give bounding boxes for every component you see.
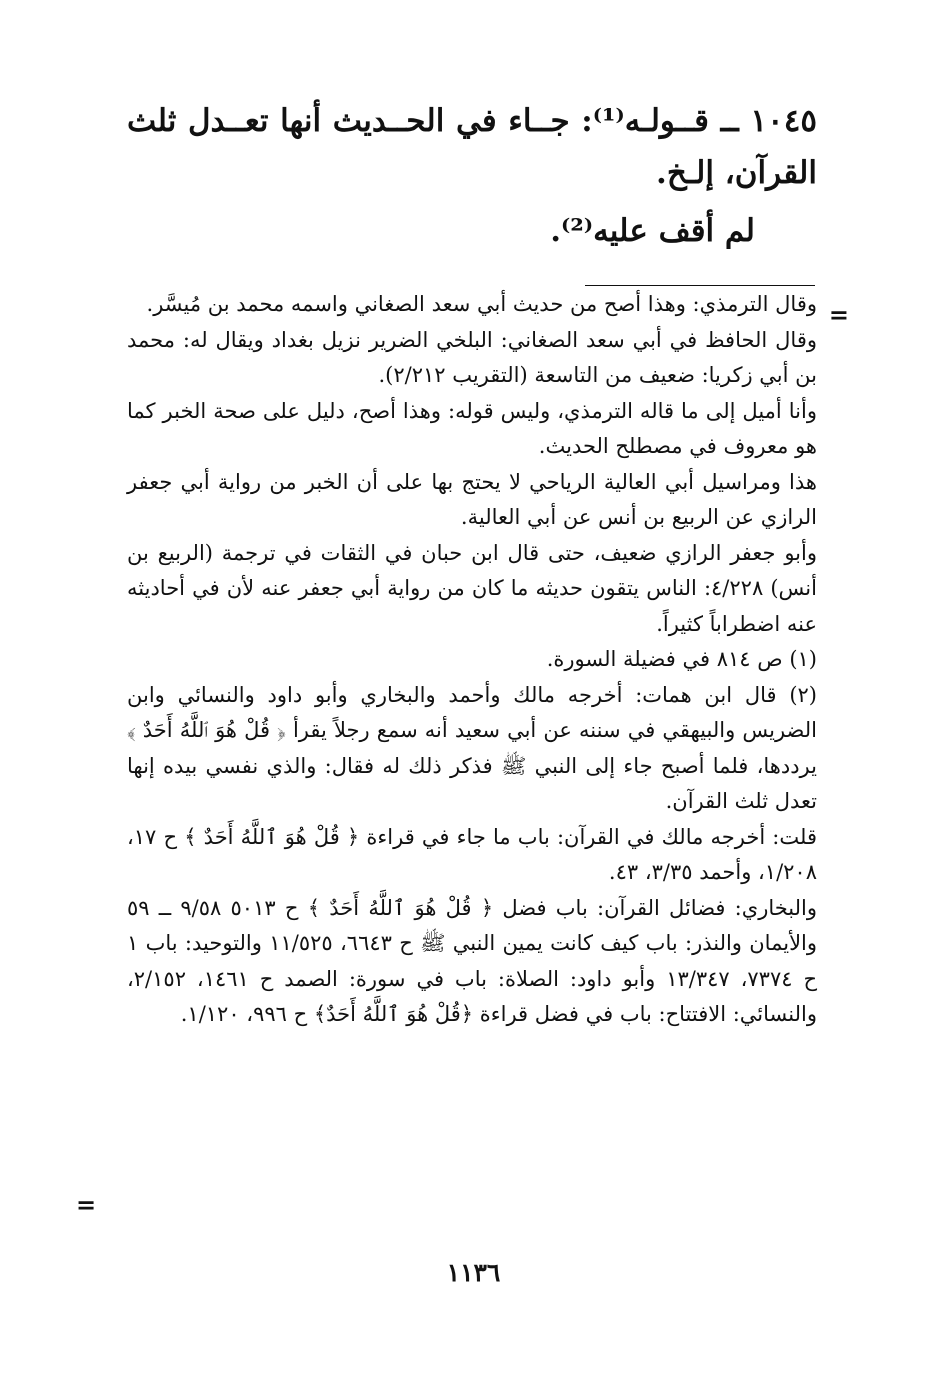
entry-answer: لم أقف عليه⁽²⁾.	[550, 213, 755, 249]
footnote-2	[127, 678, 817, 820]
continuation-mark-top: =	[828, 300, 849, 329]
footnotes	[127, 287, 817, 1033]
continuation-mark-bottom: =	[76, 1190, 97, 1219]
page-number: ١١٣٦	[446, 1258, 501, 1287]
footnote-continued-paragraph: وأنا أميل إلى ما قاله الترمذي، وليس قوله: وهذا أصح، دليل على صحة الخبر كما هو معروف في مصطلح الحديث.	[127, 398, 817, 458]
footnote-separator	[585, 285, 815, 286]
footnote-1	[127, 642, 817, 678]
footnote-continued-paragraph: وقال الترمذي: وهذا أصح من حديث أبي سعد الصغاني واسمه محمد بن مُيسَّر.	[146, 292, 817, 316]
footnote-continued-paragraph: وقال الحافظ في أبي سعد الصغاني: البلخي الضرير نزيل بغداد ويقال له: محمد بن أبي زكريا: ضعيف من التاسعة (التقريب ٢/٢١٢).	[127, 327, 817, 387]
footnote-1-number: (١)	[789, 647, 817, 671]
footnote-continued-paragraph: هذا ومراسيل أبي العالية الرياحي لا يحتج بها على أن الخبر من رواية أبي جعفر الرازي عن الربيع بن أنس عن أبي العالية.	[127, 469, 817, 529]
footnote-2-text: قال ابن همات: أخرجه مالك وأحمد والبخاري وأبو داود والنسائي وابن الضريس والبيهقي في سننه عن أبي سعيد أنه سمع رجلاً يقرأ ﴿ قُلْ هُوَ ٱللَّهُ أَحَدٌ ﴾ يرددها، فلما أصبح جاء إلى النبي ﷺ فذكر ذلك له فقال: والذي نفسي بيده إنها تعدل ثلث القرآن.	[127, 682, 817, 813]
footnote-1-text: ص ٨١٤ في فضيلة السورة.	[546, 647, 783, 671]
main-text	[127, 95, 817, 257]
footnote-2-paragraph: والبخاري: فضائل القرآن: باب فضل ﴿ قُلْ هُوَ ٱللَّهُ أَحَدٌ ﴾ ح ٥٠١٣ ٩/٥٨ ــ ٥٩ والأيمان والنذر: باب كيف كانت يمين النبي ﷺ ح ٦٦٤٣، ١١/٥٢٥ والتوحيد: باب ١ ح ٧٣٧٤، ١٣/٣٤٧ وأبو داود: الصلاة: باب في سورة: الصمد ح ١٤٦١، ٢/١٥٢، والنسائي: الافتتاح: باب في فضل قراءة ﴿قُلْ هُوَ ٱللَّهُ أَحَدٌ﴾ ح ٩٩٦، ١/١٢٠.	[127, 895, 818, 1026]
entry-heading: ١٠٤٥ ــ قــولـه⁽¹⁾: جــاء في الحــديث أنها تعــدل ثلث القرآن، إلـخ.	[127, 103, 817, 191]
footnote-continued-paragraph: وأبو جعفر الرازي ضعيف، حتى قال ابن حبان في الثقات في ترجمة (الربيع بن أنس) ٤/٢٢٨: الناس يتقون حديثه ما كان من رواية أبي جعفر عنه لأن في أحاديثه عنه اضطراباً كثيراً.	[127, 540, 817, 636]
footnote-2-number: (٢)	[789, 682, 817, 707]
footnote-2-paragraph: قلت: أخرجه مالك في القرآن: باب ما جاء في قراءة ﴿ قُلْ هُوَ ٱللَّهُ أَحَدٌ ﴾ ح ١٧، ١/٢٠٨، وأحمد ٣/٣٥، ٤٣.	[127, 824, 817, 884]
